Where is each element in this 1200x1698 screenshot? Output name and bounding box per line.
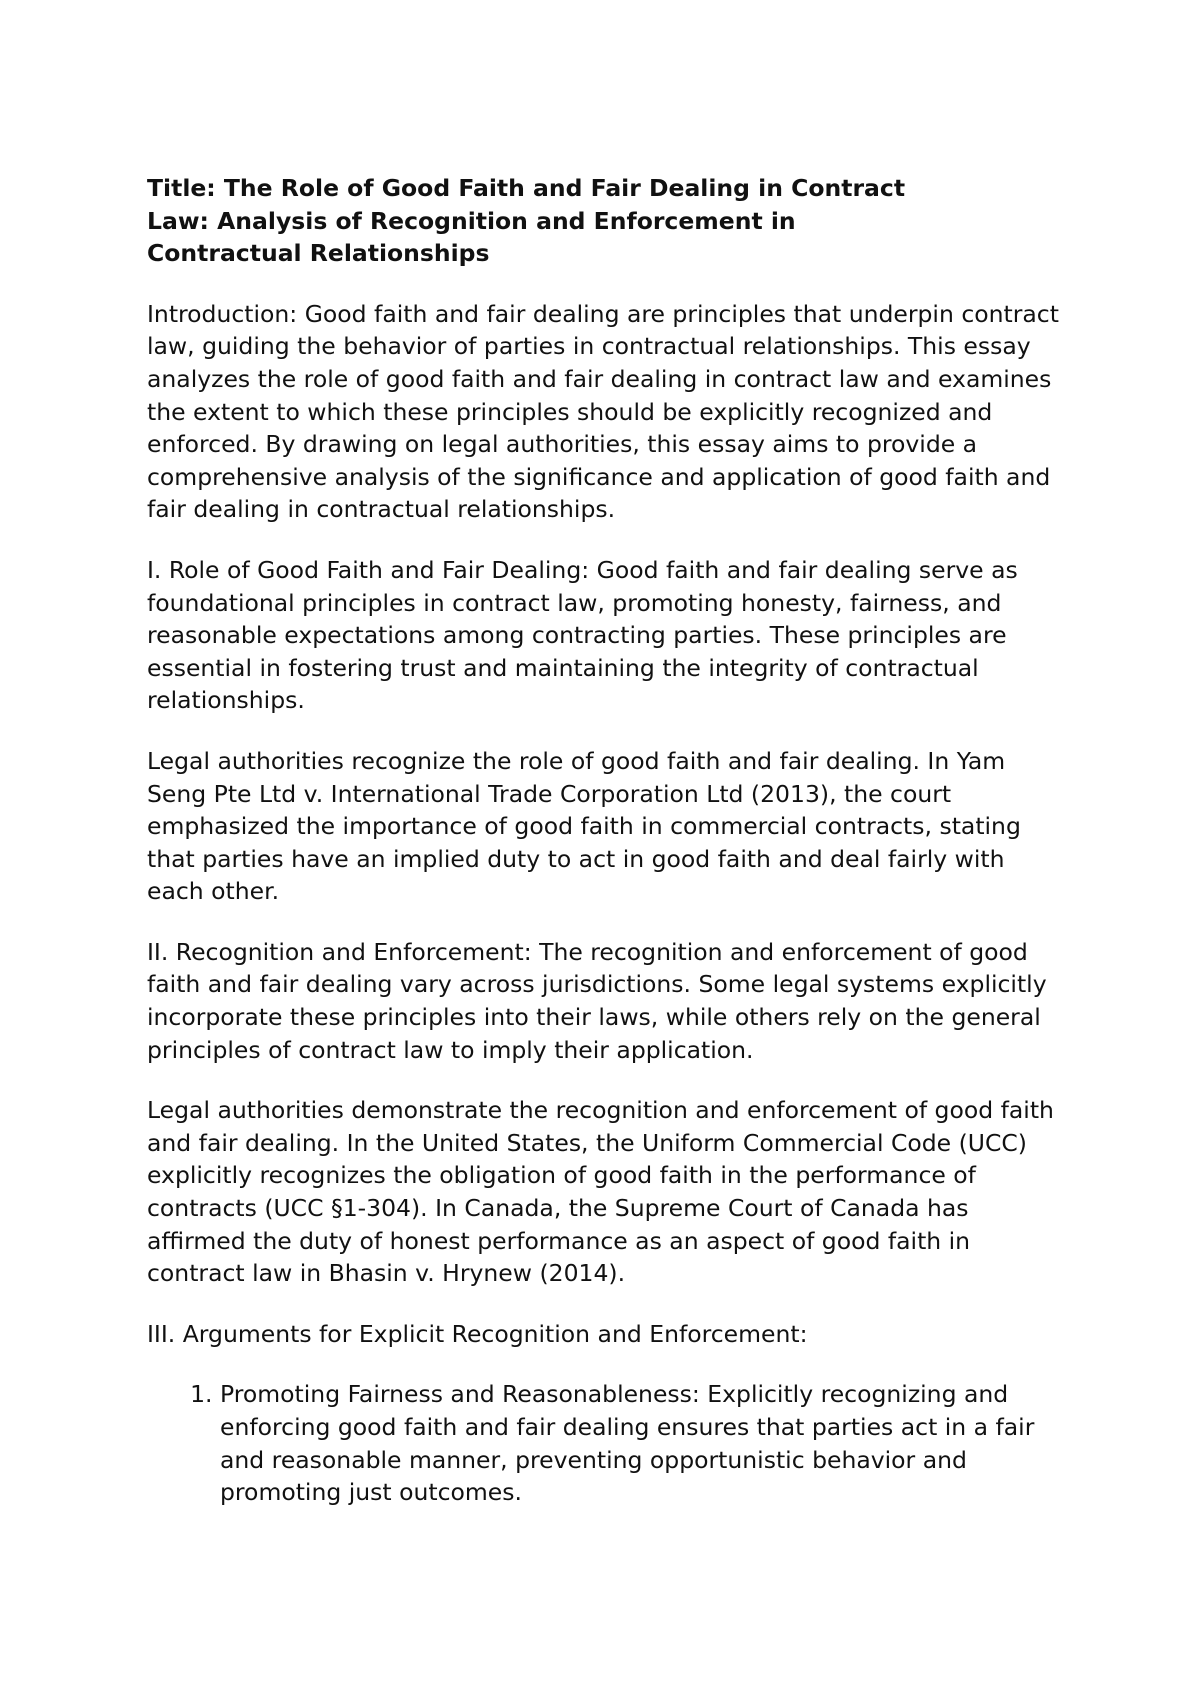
arguments-list [147, 1378, 1067, 1508]
paragraph-yam-seng: Legal authorities recognize the role of good faith and fair dealing. In Yam Seng Pte Ltd v. International Trade Corporation Ltd (2013), the court emphasized the importance of good faith in commercial contracts, stating that parties have an implied duty to act in good faith and deal fairly with each other. [147, 746, 1021, 906]
list-item: 1. Promoting Fairness and Reasonableness: Explicitly recognizing and enforcing good faith and fair dealing ensures that parties act in a fair and reasonable manner, preventing opportunistic behavior and promoting just outcomes. [220, 1378, 1067, 1508]
document-body [147, 172, 1067, 1509]
paragraph-section-3-heading: III. Arguments for Explicit Recognition and Enforcement: [147, 1319, 808, 1348]
paragraph-introduction: Introduction: Good faith and fair dealing are principles that underpin contract law, guiding the behavior of parties in contractual relationships. This essay analyzes the role of good faith and fair dealing in contract law and examines the extent to which these principles should be explicitly recognized and enforced. By drawing on legal authorities, this essay aims to provide a comprehensive analysis of the significance and application of good faith and fair dealing in contractual relationships. [147, 299, 1059, 524]
document-title: Title: The Role of Good Faith and Fair Dealing in Contract Law: Analysis of Recognition and Enforcement in Contractual Relationships [147, 174, 906, 268]
paragraph-ucc-canada: Legal authorities demonstrate the recognition and enforcement of good faith and fair dealing. In the United States, the Uniform Commercial Code (UCC) explicitly recognizes the obligation of good faith in the performance of contracts (UCC §1-304). In Canada, the Supreme Court of Canada has affirmed the duty of honest performance as an aspect of good faith in contract law in Bhasin v. Hrynew (2014). [147, 1096, 1054, 1288]
paragraph-section-1: I. Role of Good Faith and Fair Dealing: Good faith and fair dealing serve as foundational principles in contract law, promoting honesty, fairness, and reasonable expectations among contracting parties. These principles are essential in fostering trust and maintaining the integrity of contractual relationships. [147, 555, 1018, 715]
paragraph-section-2: II. Recognition and Enforcement: The recognition and enforcement of good faith and fair dealing vary across jurisdictions. Some legal systems explicitly incorporate these principles into their laws, while others rely on the general principles of contract law to imply their application. [147, 937, 1047, 1064]
